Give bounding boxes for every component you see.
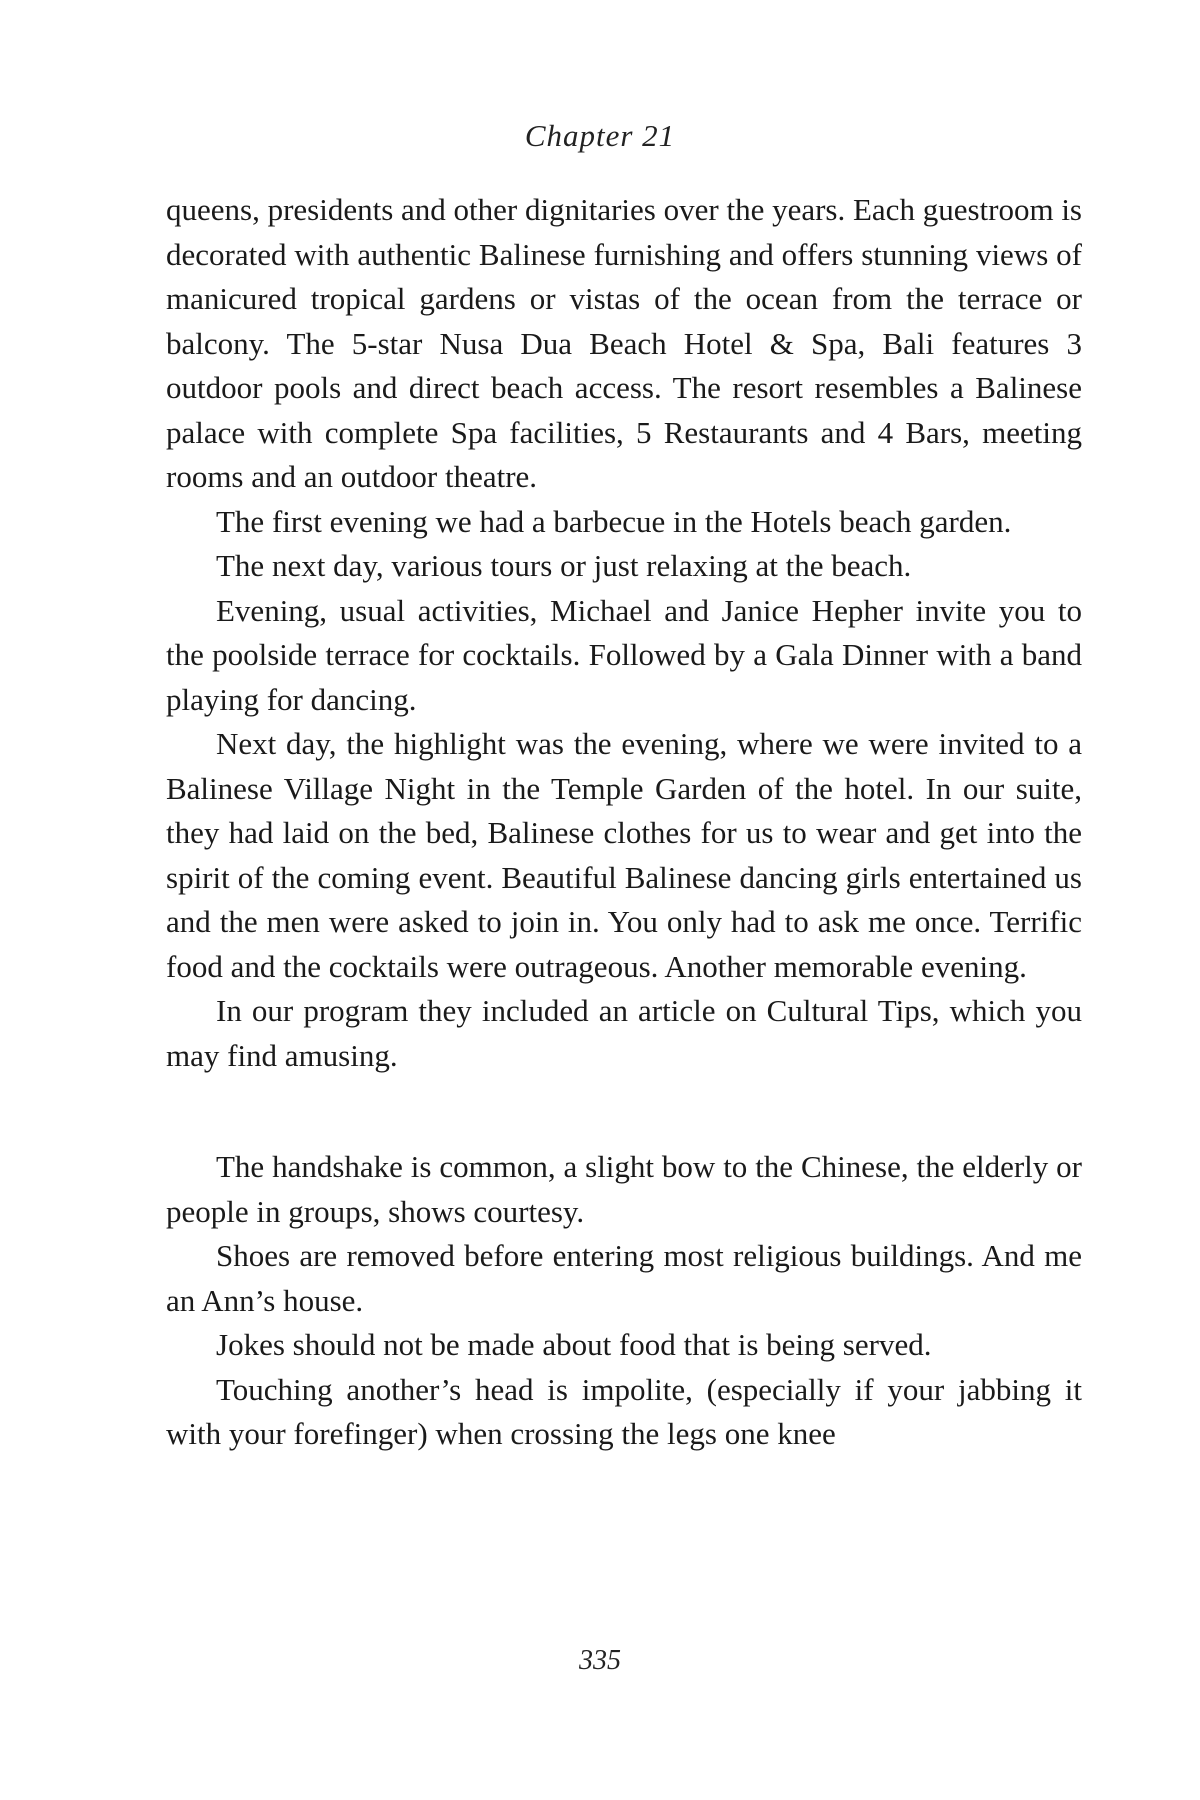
cultural-tip: Touching another’s head is impolite, (especially if your jabbing it with your forefinger) when crossing the legs one knee — [166, 1371, 1082, 1451]
paragraph: Next day, the highlight was the evening, where we were invited to a Balinese Village Night in the Temple Garden of the hotel. In our suite, they had laid on the bed, Balinese clothes for us to wear and get into the spirit of the coming event. Beautiful Balinese dancing girls entertained us and the men were asked to join in. You only had to ask me once. Terrific food and the cocktails were outrageous. Another memorable evening. — [166, 726, 1082, 984]
cultural-tip: Jokes should not be made about food that is being served. — [216, 1327, 932, 1362]
paragraph: In our program they included an article on Cultural Tips, which you may find amusing. — [166, 993, 1082, 1073]
page-number: 335 — [579, 1645, 621, 1676]
section-break — [166, 1078, 1082, 1145]
paragraph: The first evening we had a barbecue in the Hotels beach garden. — [216, 503, 1012, 539]
running-head: Chapter 21 — [524, 118, 676, 153]
body-text — [166, 188, 1082, 1457]
cultural-tip: Shoes are removed before entering most religious buildings. And me an Ann’s house. — [166, 1238, 1082, 1318]
paragraph-continued: queens, presidents and other dignitaries over the years. Each guestroom is decorated with authentic Balinese furnishing and offers stunning views of manicured tropical gardens or vistas of the ocean from the terrace or balcony. The 5-star Nusa Dua Beach Hotel & Spa, Bali features 3 outdoor pools and direct beach access. The resort resembles a Balinese palace with complete Spa facilities, 5 Restaurants and 4 Bars, meeting rooms and an outdoor theatre. — [166, 192, 1082, 494]
cultural-tip: The handshake is common, a slight bow to the Chinese, the elderly or people in groups, shows courtesy. — [166, 1149, 1082, 1229]
paragraph: The next day, various tours or just relaxing at the beach. — [216, 548, 912, 583]
paragraph: Evening, usual activities, Michael and Janice Hepher invite you to the poolside terrace for cocktails. Followed by a Gala Dinner with a band playing for dancing. — [166, 592, 1082, 717]
